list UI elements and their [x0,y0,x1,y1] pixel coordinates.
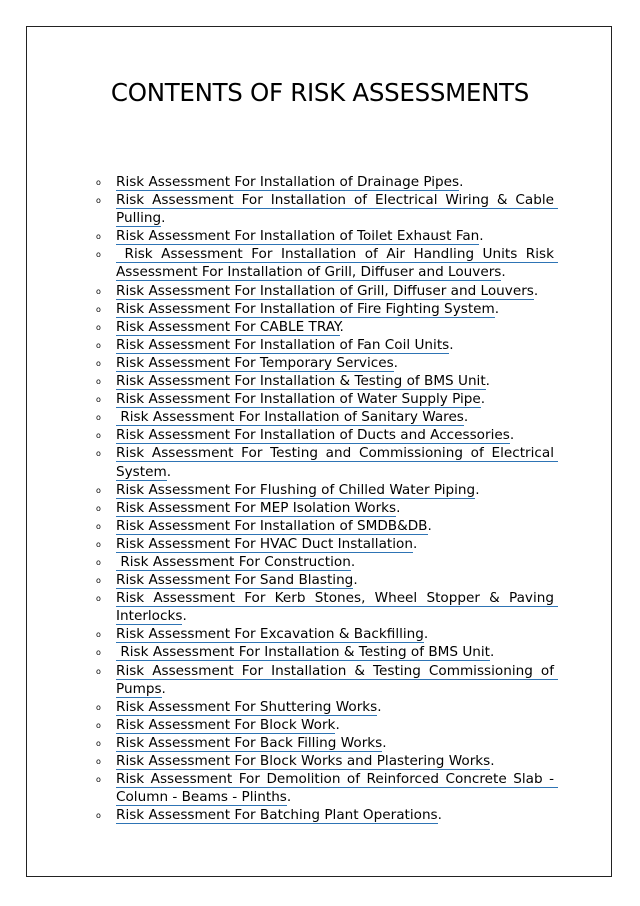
contents-link-period: . [412,535,418,552]
bullet-circle-icon: o [96,594,101,604]
contents-link[interactable]: Risk Assessment For Flushing of Chilled Water Piping [116,481,476,498]
contents-link-period: . [427,517,432,534]
bullet-circle-icon: o [96,539,101,549]
contents-list-item [92,625,554,643]
contents-link-period: . [161,210,166,227]
contents-list-item [92,698,554,716]
contents-link[interactable]: Risk Assessment For Installation & Testing of BMS Unit [116,644,490,661]
contents-list-item [92,481,554,499]
contents-list-item [92,499,554,517]
contents-list-item [92,318,554,336]
bullet-circle-icon: o [96,702,101,712]
contents-link[interactable]: Risk Assessment For Batching Plant Operations [116,807,438,824]
contents-link[interactable]: Risk Assessment For Block Works and Plastering Works [116,753,491,769]
contents-link[interactable]: Risk Assessment For Installation of Fan Coil Units [116,336,450,353]
bullet-circle-icon: o [96,757,101,766]
contents-link[interactable]: Risk Assessment For Kerb Stones, Wheel Stopper & Paving Interlocks [116,590,559,625]
contents-link-period: . [533,282,539,299]
bullet-circle-icon: o [96,340,101,350]
contents-link-period: . [396,499,401,516]
contents-list-item [92,191,559,227]
contents-link-period: . [475,481,480,498]
bullet-circle-icon: o [96,666,101,676]
contents-list-item [92,589,559,625]
contents-link-period: . [463,409,469,426]
contents-link[interactable]: Risk Assessment For Installation of Electrical Wiring & Cable Pulling [116,192,559,227]
contents-link[interactable]: Risk Assessment For Demolition of Reinforced Concrete Slab - Column - Beams - Plinths [116,771,559,806]
contents-link-period: . [485,373,490,390]
contents-list-item [92,571,554,589]
contents-link-period: . [437,807,442,824]
contents-list-item [92,408,554,426]
contents-link[interactable]: Risk Assessment For MEP Isolation Works [116,499,397,516]
bullet-circle-icon: o [96,720,101,730]
contents-list-item [92,227,554,245]
contents-link-period: . [377,698,382,715]
contents-link[interactable]: Risk Assessment For Construction [116,553,351,570]
contents-link[interactable]: Risk Assessment For Installation of Water Supply Pipe [116,391,481,408]
contents-list-item [92,300,554,318]
bullet-circle-icon: o [96,377,101,387]
bullet-circle-icon: o [96,196,101,206]
contents-link-period: . [286,789,292,806]
contents-link[interactable]: Risk Assessment For HVAC Duct Installation [116,535,413,552]
bullet-circle-icon: o [96,358,101,368]
bullet-circle-icon: o [96,304,101,314]
bullet-circle-icon: o [96,395,101,405]
contents-link-period: . [494,300,500,317]
bullet-circle-icon: o [96,485,101,495]
contents-list-item [92,662,559,698]
contents-list-item [92,173,554,191]
contents-list-item [92,336,554,354]
contents-link[interactable]: Risk Assessment For Testing and Commissioning of Electrical System [116,445,559,480]
bullet-circle-icon: o [96,521,101,531]
contents-list-item [92,553,554,571]
contents-list [92,173,559,824]
contents-link-period: . [339,318,344,335]
contents-list-item [92,752,554,770]
bullet-circle-icon: o [96,431,101,441]
bullet-circle-icon: o [96,775,101,785]
contents-link[interactable]: Risk Assessment For Installation & Testing of BMS Unit [116,373,486,390]
bullet-circle-icon: o [96,250,101,260]
contents-list-item [92,282,554,300]
bullet-circle-icon: o [96,576,101,586]
contents-link-period: . [393,354,398,371]
contents-list-item [92,716,554,734]
contents-link-period: . [161,680,166,697]
contents-link-period: . [509,427,515,444]
bullet-circle-icon: o [96,178,101,187]
contents-link-period: . [480,391,486,408]
contents-list-item [92,806,554,824]
contents-link[interactable]: Risk Assessment For Installation of Fire Fighting System [116,300,495,317]
bullet-circle-icon: o [96,630,101,640]
contents-link[interactable]: Risk Assessment For Sand Blasting [116,572,354,589]
contents-link-period: . [459,174,464,190]
contents-link-period: . [501,264,506,281]
bullet-circle-icon: o [96,503,101,513]
contents-link-period: . [449,336,454,353]
contents-link[interactable]: Risk Assessment For Block Work [116,716,336,733]
contents-link[interactable]: Risk Assessment For Installation of SMDB&DB [116,517,428,534]
contents-link[interactable]: Risk Assessment For Temporary Services [116,354,394,371]
contents-link-period: . [335,716,340,733]
contents-link[interactable]: Risk Assessment For Installation & Testing Commissioning of Pumps [116,662,559,697]
bullet-circle-icon: o [96,648,101,658]
contents-link[interactable]: Risk Assessment For Installation of Grill, Diffuser and Louvers [116,282,534,299]
bullet-circle-icon: o [96,811,101,821]
contents-link-period: . [182,608,187,625]
contents-list-item [92,734,554,752]
contents-link-period: . [166,463,172,480]
contents-list-item [92,372,554,390]
bullet-circle-icon: o [96,232,101,242]
contents-list-item [92,517,554,535]
contents-list-item [92,354,554,372]
bullet-circle-icon: o [96,449,101,459]
contents-list-item [92,444,559,480]
contents-link[interactable]: Risk Assessment For Back Filling Works [116,734,383,751]
contents-link[interactable]: Risk Assessment For Installation of Ducts and Accessories [116,427,510,444]
bullet-circle-icon: o [96,738,101,748]
contents-link-period: . [353,572,358,589]
bullet-circle-icon: o [96,322,101,332]
contents-link[interactable]: Risk Assessment For Installation of Air Handling Units Risk Assessment For Installation of Grill, Diffuser and Louvers [116,246,559,281]
contents-link[interactable]: Risk Assessment For Excavation & Backfilling [116,626,424,643]
contents-link[interactable]: Risk Assessment For Installation of Sanitary Wares [116,409,464,426]
contents-list-item [92,390,554,408]
bullet-circle-icon: o [96,413,101,423]
contents-link-period: . [490,753,495,769]
contents-link[interactable]: Risk Assessment For Installation of Drainage Pipes [116,174,460,190]
contents-link[interactable]: Risk Assessment For Installation of Toilet Exhaust Fan [116,228,480,245]
contents-list-item [92,426,554,444]
bullet-circle-icon: o [96,286,101,296]
contents-link-period: . [423,626,429,643]
contents-list-item [92,643,554,661]
contents-link-period: . [350,553,356,570]
bullet-circle-icon: o [96,557,101,567]
contents-link[interactable]: Risk Assessment For CABLE TRAY [116,318,340,335]
contents-list-item [92,770,559,806]
page-title: CONTENTS OF RISK ASSESSMENTS [110,78,530,107]
contents-link-period: . [490,644,495,661]
contents-link[interactable]: Risk Assessment For Shuttering Works [116,698,378,715]
contents-list-item [92,245,559,281]
contents-list-item [92,535,554,553]
contents-link-period: . [382,734,387,751]
contents-link-period: . [479,228,484,245]
